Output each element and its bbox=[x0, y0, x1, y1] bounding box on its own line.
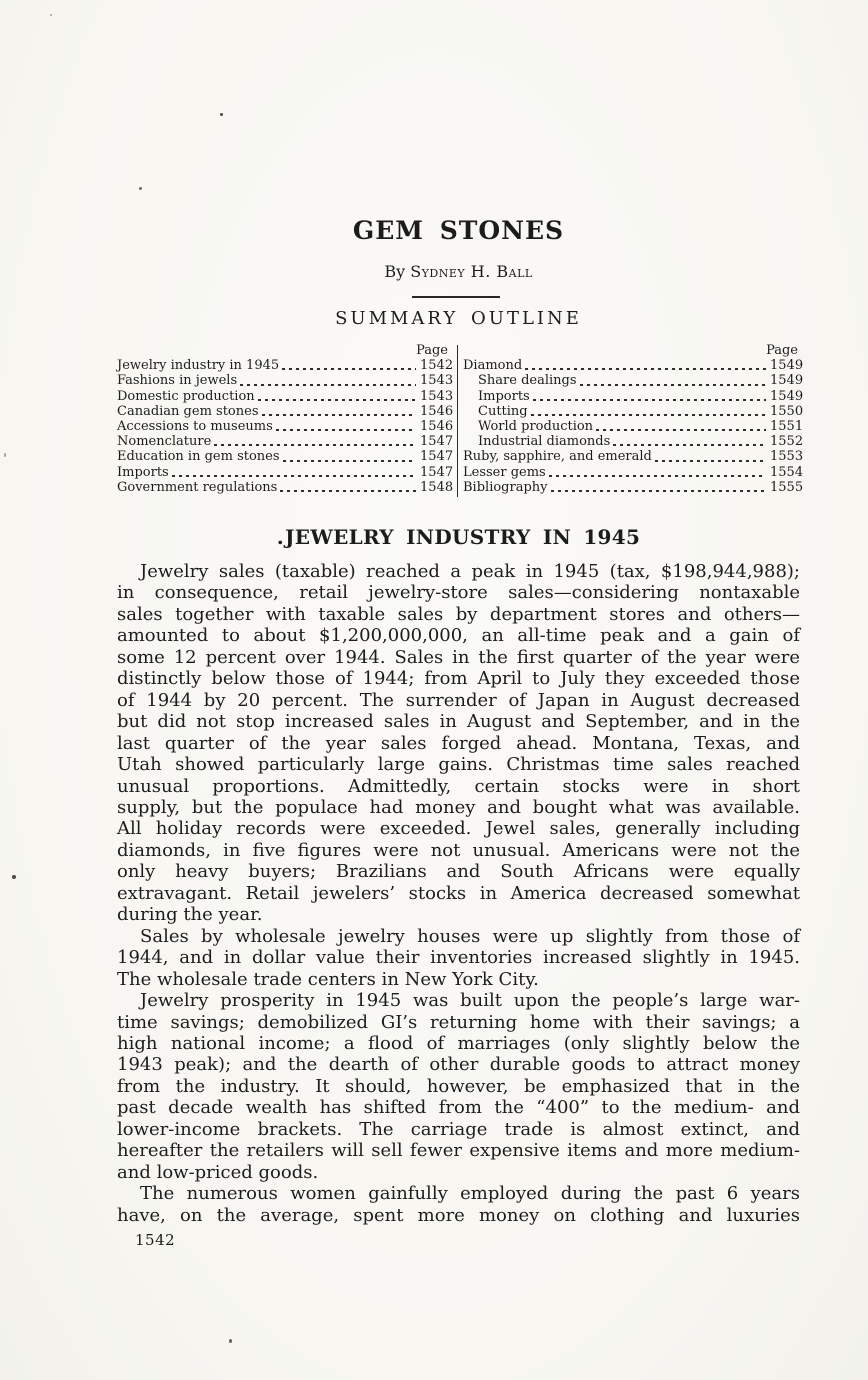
body-line: Utah showed particularly large gains. Christmas time sales reached bbox=[117, 754, 800, 776]
toc-row bbox=[117, 373, 454, 389]
toc-entry-page: 1546 bbox=[420, 419, 454, 435]
toc-row bbox=[117, 479, 454, 495]
toc-entry-page: 1549 bbox=[770, 358, 804, 374]
toc-dot-leader bbox=[533, 399, 766, 401]
body-line: The wholesale trade centers in New York City. bbox=[117, 968, 539, 990]
toc-entry-label: Ruby, sapphire, and emerald bbox=[463, 449, 652, 465]
body-text bbox=[117, 561, 800, 1226]
toc-dot-leader bbox=[531, 414, 766, 416]
byline bbox=[117, 262, 800, 281]
body-line: unusual proportions. Admittedly, certain stocks were in short bbox=[117, 775, 800, 797]
body-paragraph bbox=[117, 561, 800, 926]
toc-entry-label: Cutting bbox=[478, 403, 528, 419]
toc-row bbox=[463, 358, 804, 374]
toc-row bbox=[117, 464, 454, 480]
body-paragraph bbox=[117, 990, 800, 1183]
body-line: Jewelry sales (taxable) reached a peak in 1945 (tax, $198,944,988); bbox=[140, 561, 800, 582]
body-line: during the year. bbox=[117, 904, 263, 926]
body-line: extravagant. Retail jewelers’ stocks in America decreased somewhat bbox=[117, 882, 800, 904]
body-line: in consequence, retail jewelry-store sales—considering nontaxable bbox=[117, 582, 800, 604]
toc-entry-label: Government regulations bbox=[117, 479, 278, 495]
toc-entry-page: 1547 bbox=[420, 434, 454, 450]
toc-left-column bbox=[117, 343, 454, 495]
page-number: 1542 bbox=[135, 1231, 176, 1249]
section-heading-text: JEWELRY INDUSTRY IN 1945 bbox=[285, 525, 641, 549]
body-line: Jewelry prosperity in 1945 was built upon the people’s large war- bbox=[140, 990, 800, 1012]
body-line: last quarter of the year sales forged ahead. Montana, Texas, and bbox=[117, 732, 800, 754]
body-line: have, on the average, spent more money on clothing and luxuries bbox=[117, 1204, 800, 1226]
body-line: and low-priced goods. bbox=[117, 1161, 319, 1183]
toc-entry-label: Accessions to museums bbox=[117, 419, 273, 435]
toc-row bbox=[463, 403, 804, 419]
body-line: supply, but the populace had money and bought what was available. bbox=[117, 796, 800, 818]
toc-dot-leader bbox=[280, 490, 416, 492]
toc-entry-page: 1549 bbox=[770, 388, 804, 404]
body-line: hereafter the retailers will sell fewer expensive items and more medium- bbox=[117, 1140, 800, 1162]
toc-right-column bbox=[463, 343, 804, 495]
toc-entry-label: Bibliography bbox=[463, 479, 548, 495]
scan-speck bbox=[139, 187, 142, 190]
toc-entry-label: Imports bbox=[117, 464, 169, 480]
body-line: only heavy buyers; Brazilians and South Africans were equally bbox=[117, 861, 800, 883]
toc-row bbox=[117, 358, 454, 374]
toc-entry-page: 1543 bbox=[420, 373, 454, 389]
toc-entry-label: Domestic production bbox=[117, 388, 255, 404]
toc-row bbox=[117, 449, 454, 465]
body-line: time savings; demobilized GI’s returning home with their savings; a bbox=[117, 1011, 800, 1033]
toc-row bbox=[117, 403, 454, 419]
body-line: diamonds, in five figures were not unusual. Americans were not the bbox=[117, 839, 800, 861]
body-line: past decade wealth has shifted from the “400” to the medium- and bbox=[117, 1097, 800, 1119]
body-line: All holiday records were exceeded. Jewel sales, generally including bbox=[117, 818, 800, 840]
toc-entry-page: 1554 bbox=[770, 464, 804, 480]
toc-dot-leader bbox=[549, 475, 766, 477]
body-line: 1944, and in dollar value their inventories increased slightly in 1945. bbox=[117, 947, 800, 969]
body-line: of 1944 by 20 percent. The surrender of Japan in August decreased bbox=[117, 689, 800, 711]
toc-row bbox=[117, 434, 454, 450]
toc-dot-leader bbox=[172, 475, 416, 477]
body-paragraph bbox=[117, 1183, 800, 1226]
toc-entry-label: Imports bbox=[478, 388, 530, 404]
toc-dot-leader bbox=[214, 444, 416, 446]
toc-right-rows bbox=[463, 358, 804, 495]
toc-dot-leader bbox=[282, 368, 416, 370]
toc-page-header-right: Page bbox=[766, 343, 798, 358]
toc-row bbox=[463, 464, 804, 480]
toc-row bbox=[463, 479, 804, 495]
toc-entry-page: 1542 bbox=[420, 358, 454, 374]
toc-row bbox=[117, 388, 454, 404]
body-line: distinctly below those of 1944; from April to July they exceeded those bbox=[117, 668, 800, 690]
body-line: but did not stop increased sales in August and September, and in the bbox=[117, 711, 800, 733]
toc-dot-leader bbox=[551, 490, 767, 492]
toc-entry-page: 1543 bbox=[420, 388, 454, 404]
toc-dot-leader bbox=[240, 384, 416, 386]
body-line: 1943 peak); and the dearth of other durable goods to attract money bbox=[117, 1054, 800, 1076]
toc-dot-leader bbox=[525, 368, 766, 370]
toc-entry-page: 1552 bbox=[770, 434, 804, 450]
toc-row bbox=[463, 434, 804, 450]
toc-entry-label: Jewelry industry in 1945 bbox=[117, 358, 280, 374]
toc-entry-page: 1546 bbox=[420, 403, 454, 419]
scan-speck bbox=[50, 14, 52, 16]
toc-entry-label: World production bbox=[478, 419, 594, 435]
toc-entry-label: Share dealings bbox=[478, 373, 577, 389]
toc-column-divider bbox=[457, 345, 458, 497]
toc-dot-leader bbox=[613, 444, 766, 446]
toc-row bbox=[463, 419, 804, 435]
body-line: amounted to about $1,200,000,000, an all-time peak and a gain of bbox=[117, 625, 800, 647]
toc-dot-leader bbox=[596, 429, 766, 431]
byline-author: Sydney H. Ball bbox=[410, 262, 533, 281]
toc-entry-page: 1549 bbox=[770, 373, 804, 389]
toc-entry-label: Education in gem stones bbox=[117, 449, 280, 465]
body-line: The numerous women gainfully employed during the past 6 years bbox=[140, 1183, 800, 1205]
body-line: lower-income brackets. The carriage trade is almost extinct, and bbox=[117, 1118, 800, 1140]
toc-row bbox=[117, 419, 454, 435]
summary-outline-table bbox=[117, 343, 804, 495]
summary-outline-heading: SUMMARY OUTLINE bbox=[335, 308, 582, 329]
toc-dot-leader bbox=[276, 429, 416, 431]
toc-entry-label: Lesser gems bbox=[463, 464, 546, 480]
page-title: GEM STONES bbox=[352, 216, 565, 245]
body-line: sales together with taxable sales by department stores and others— bbox=[117, 603, 800, 625]
body-line: high national income; a flood of marriages (only slightly below the bbox=[117, 1032, 800, 1054]
toc-row bbox=[463, 449, 804, 465]
scan-speck bbox=[4, 453, 6, 457]
toc-entry-page: 1547 bbox=[420, 449, 454, 465]
toc-dot-leader bbox=[262, 414, 417, 416]
body-line: some 12 percent over 1944. Sales in the first quarter of the year were bbox=[117, 646, 800, 668]
byline-prefix: By bbox=[384, 262, 406, 281]
toc-entry-page: 1551 bbox=[770, 419, 804, 435]
toc-dot-leader bbox=[580, 384, 766, 386]
scan-speck bbox=[12, 875, 16, 879]
section-heading bbox=[117, 525, 800, 549]
toc-entry-page: 1553 bbox=[770, 449, 804, 465]
toc-dot-leader bbox=[258, 399, 416, 401]
toc-entry-page: 1555 bbox=[770, 479, 804, 495]
body-line: from the industry. It should, however, be emphasized that in the bbox=[117, 1075, 800, 1097]
toc-entry-label: Diamond bbox=[463, 358, 523, 374]
toc-entry-page: 1547 bbox=[420, 464, 454, 480]
toc-entry-label: Canadian gem stones bbox=[117, 403, 259, 419]
toc-row bbox=[463, 388, 804, 404]
toc-entry-label: Industrial diamonds bbox=[478, 434, 611, 450]
toc-entry-label: Fashions in jewels bbox=[117, 373, 238, 389]
horizontal-rule bbox=[412, 296, 500, 298]
body-paragraph bbox=[117, 926, 800, 990]
scan-artifact-dot: . bbox=[276, 525, 285, 549]
toc-entry-label: Nomenclature bbox=[117, 434, 212, 450]
toc-left-rows bbox=[117, 358, 454, 495]
toc-dot-leader bbox=[283, 460, 416, 462]
toc-row bbox=[463, 373, 804, 389]
toc-page-header-left: Page bbox=[416, 343, 448, 358]
toc-entry-page: 1548 bbox=[420, 479, 454, 495]
body-line: Sales by wholesale jewelry houses were up slightly from those of bbox=[140, 925, 800, 947]
scan-speck bbox=[220, 113, 223, 116]
scan-speck bbox=[229, 1339, 232, 1343]
toc-entry-page: 1550 bbox=[770, 403, 804, 419]
toc-dot-leader bbox=[655, 460, 766, 462]
